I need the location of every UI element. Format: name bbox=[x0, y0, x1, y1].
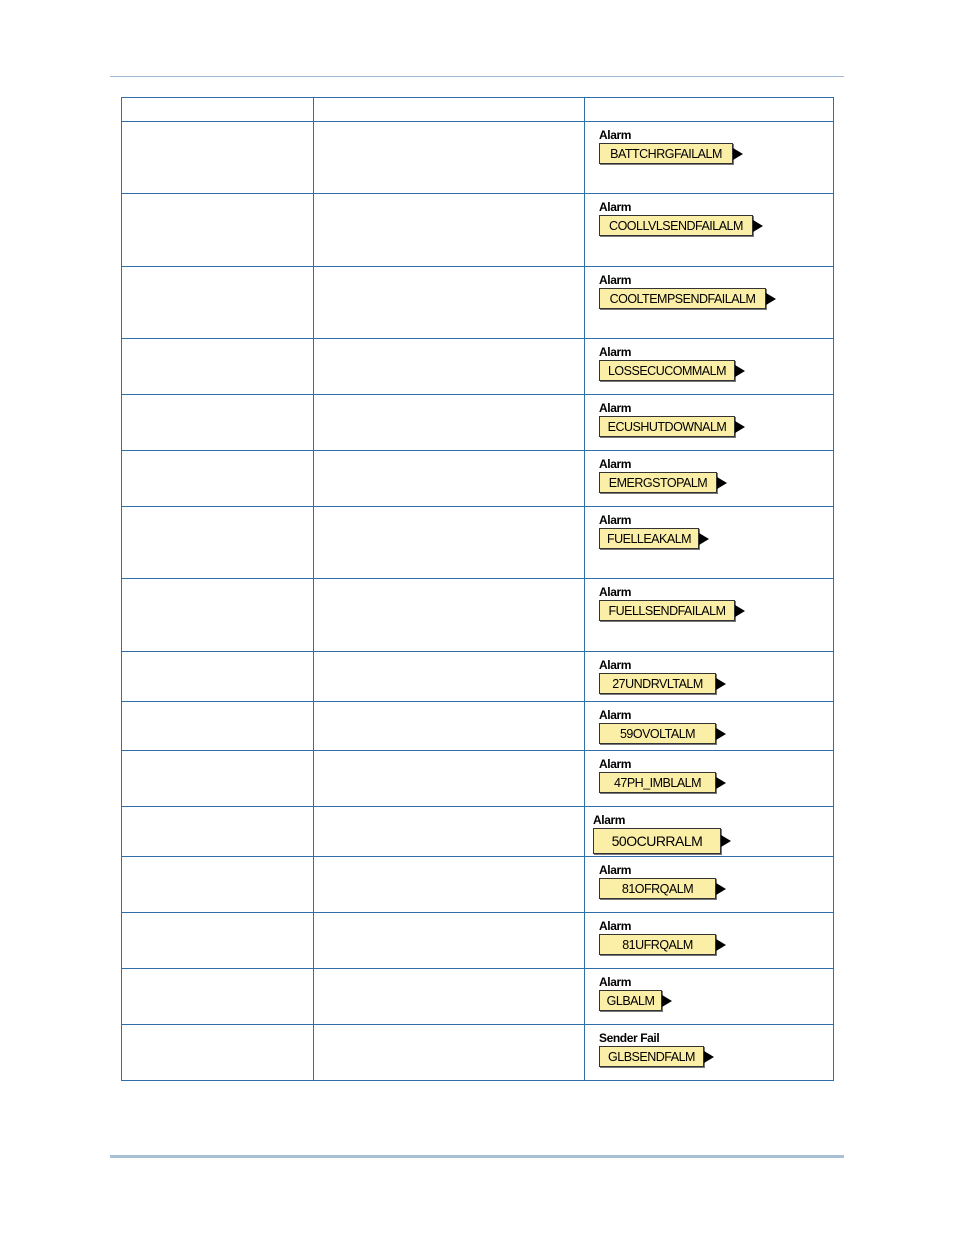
description-cell bbox=[314, 339, 585, 395]
symbol-cell bbox=[585, 579, 834, 652]
description-cell bbox=[314, 122, 585, 194]
alarm-logic-block bbox=[599, 863, 726, 899]
alarm-logic-block bbox=[599, 128, 743, 164]
block-caption: Alarm bbox=[593, 813, 626, 827]
description-cell bbox=[314, 579, 585, 652]
name-cell bbox=[122, 507, 314, 579]
block-body bbox=[599, 990, 672, 1011]
symbol-cell bbox=[585, 451, 834, 507]
alarm-logic-block bbox=[599, 708, 726, 744]
alarm-logic-block bbox=[599, 457, 727, 493]
symbol-cell bbox=[585, 395, 834, 451]
description-cell bbox=[314, 507, 585, 579]
table-row bbox=[122, 807, 834, 857]
alarm-logic-block bbox=[599, 401, 745, 437]
name-cell bbox=[122, 1025, 314, 1081]
name-cell bbox=[122, 913, 314, 969]
block-caption: Alarm bbox=[599, 863, 632, 877]
block-label: COOLTEMPSENDFAILALM bbox=[599, 288, 766, 309]
name-cell bbox=[122, 751, 314, 807]
name-cell bbox=[122, 857, 314, 913]
description-cell bbox=[314, 702, 585, 751]
block-body bbox=[599, 600, 745, 621]
description-cell bbox=[314, 652, 585, 702]
block-body bbox=[593, 828, 731, 854]
output-arrow-icon bbox=[716, 883, 726, 895]
output-arrow-icon bbox=[735, 605, 745, 617]
output-arrow-icon bbox=[735, 365, 745, 377]
block-caption: Alarm bbox=[599, 975, 632, 989]
block-caption: Alarm bbox=[599, 513, 632, 527]
block-caption: Alarm bbox=[599, 585, 632, 599]
output-arrow-icon bbox=[766, 293, 776, 305]
block-body bbox=[599, 934, 726, 955]
table-row bbox=[122, 395, 834, 451]
table-row bbox=[122, 913, 834, 969]
alarm-logic-block bbox=[599, 513, 709, 549]
header-cell-description bbox=[314, 98, 585, 122]
block-label: FUELLEAKALM bbox=[599, 528, 699, 549]
name-cell bbox=[122, 969, 314, 1025]
block-label: EMERGSTOPALM bbox=[599, 472, 717, 493]
name-cell bbox=[122, 194, 314, 267]
block-label: 81UFRQALM bbox=[599, 934, 716, 955]
name-cell bbox=[122, 807, 314, 857]
table-row bbox=[122, 122, 834, 194]
table-row bbox=[122, 652, 834, 702]
block-caption: Alarm bbox=[599, 919, 632, 933]
symbol-cell bbox=[585, 194, 834, 267]
symbol-cell bbox=[585, 339, 834, 395]
block-body bbox=[599, 528, 709, 549]
block-caption: Alarm bbox=[599, 128, 632, 142]
alarm-logic-block bbox=[599, 585, 745, 621]
table-row bbox=[122, 451, 834, 507]
block-caption: Alarm bbox=[599, 658, 632, 672]
block-caption: Alarm bbox=[599, 401, 632, 415]
block-body bbox=[599, 416, 745, 437]
description-cell bbox=[314, 395, 585, 451]
block-body bbox=[599, 360, 745, 381]
block-label: ECUSHUTDOWNALM bbox=[599, 416, 735, 437]
output-arrow-icon bbox=[716, 777, 726, 789]
table-header-row bbox=[122, 98, 834, 122]
symbol-cell bbox=[585, 652, 834, 702]
description-cell bbox=[314, 751, 585, 807]
name-cell bbox=[122, 579, 314, 652]
name-cell bbox=[122, 395, 314, 451]
output-arrow-icon bbox=[704, 1051, 714, 1063]
header-rule bbox=[110, 76, 844, 77]
block-caption: Alarm bbox=[599, 757, 632, 771]
alarm-logic-block bbox=[599, 919, 726, 955]
alarm-logic-block bbox=[599, 975, 672, 1011]
table-row bbox=[122, 507, 834, 579]
symbol-cell bbox=[585, 751, 834, 807]
block-caption: Sender Fail bbox=[599, 1031, 660, 1045]
symbol-cell bbox=[585, 122, 834, 194]
block-label: BATTCHRGFAILALM bbox=[599, 143, 733, 164]
alarm-logic-block bbox=[599, 200, 763, 236]
block-body bbox=[599, 878, 726, 899]
block-label: FUELLSENDFAILALM bbox=[599, 600, 735, 621]
footer-rule bbox=[110, 1155, 844, 1158]
description-cell bbox=[314, 267, 585, 339]
name-cell bbox=[122, 451, 314, 507]
block-label: 59OVOLTALM bbox=[599, 723, 716, 744]
header-cell-name bbox=[122, 98, 314, 122]
alarm-logic-block bbox=[593, 813, 731, 854]
table-row bbox=[122, 969, 834, 1025]
output-arrow-icon bbox=[716, 939, 726, 951]
description-cell bbox=[314, 194, 585, 267]
symbol-cell bbox=[585, 969, 834, 1025]
output-arrow-icon bbox=[699, 533, 709, 545]
table-row bbox=[122, 857, 834, 913]
output-arrow-icon bbox=[716, 678, 726, 690]
description-cell bbox=[314, 451, 585, 507]
header-cell-symbol bbox=[585, 98, 834, 122]
description-cell bbox=[314, 913, 585, 969]
block-caption: Alarm bbox=[599, 345, 632, 359]
alarm-logic-block bbox=[599, 757, 726, 793]
name-cell bbox=[122, 122, 314, 194]
block-label: 50OCURRALM bbox=[593, 828, 721, 854]
table-row bbox=[122, 339, 834, 395]
symbol-cell bbox=[585, 507, 834, 579]
description-cell bbox=[314, 969, 585, 1025]
output-arrow-icon bbox=[753, 220, 763, 232]
block-caption: Alarm bbox=[599, 708, 632, 722]
output-arrow-icon bbox=[735, 421, 745, 433]
symbol-cell bbox=[585, 267, 834, 339]
block-label: 81OFRQALM bbox=[599, 878, 716, 899]
table-row bbox=[122, 267, 834, 339]
table-row bbox=[122, 702, 834, 751]
name-cell bbox=[122, 339, 314, 395]
alarm-logic-block bbox=[599, 1031, 714, 1067]
description-cell bbox=[314, 807, 585, 857]
block-label: 47PH_IMBLALM bbox=[599, 772, 716, 793]
block-label: 27UNDRVLTALM bbox=[599, 673, 716, 694]
table-row bbox=[122, 579, 834, 652]
description-cell bbox=[314, 857, 585, 913]
block-label: COOLLVLSENDFAILALM bbox=[599, 215, 753, 236]
table-row bbox=[122, 194, 834, 267]
symbol-cell bbox=[585, 1025, 834, 1081]
block-body bbox=[599, 215, 763, 236]
symbol-cell bbox=[585, 913, 834, 969]
alarm-logic-block bbox=[599, 273, 776, 309]
block-body bbox=[599, 143, 743, 164]
block-body bbox=[599, 772, 726, 793]
symbol-cell bbox=[585, 807, 834, 857]
table-row bbox=[122, 751, 834, 807]
name-cell bbox=[122, 267, 314, 339]
output-arrow-icon bbox=[716, 728, 726, 740]
description-cell bbox=[314, 1025, 585, 1081]
output-arrow-icon bbox=[717, 477, 727, 489]
block-body bbox=[599, 472, 727, 493]
block-caption: Alarm bbox=[599, 457, 632, 471]
output-arrow-icon bbox=[662, 995, 672, 1007]
symbol-cell bbox=[585, 857, 834, 913]
output-arrow-icon bbox=[721, 835, 731, 847]
output-arrow-icon bbox=[733, 148, 743, 160]
block-body bbox=[599, 288, 776, 309]
logic-element-table bbox=[121, 97, 834, 1081]
block-label: LOSSECUCOMMALM bbox=[599, 360, 735, 381]
block-caption: Alarm bbox=[599, 200, 632, 214]
table-row bbox=[122, 1025, 834, 1081]
block-body bbox=[599, 723, 726, 744]
alarm-logic-block bbox=[599, 658, 726, 694]
alarm-logic-block bbox=[599, 345, 745, 381]
block-label: GLBALM bbox=[599, 990, 662, 1011]
name-cell bbox=[122, 652, 314, 702]
name-cell bbox=[122, 702, 314, 751]
block-body bbox=[599, 1046, 714, 1067]
block-label: GLBSENDFALM bbox=[599, 1046, 704, 1067]
block-caption: Alarm bbox=[599, 273, 632, 287]
block-body bbox=[599, 673, 726, 694]
symbol-cell bbox=[585, 702, 834, 751]
